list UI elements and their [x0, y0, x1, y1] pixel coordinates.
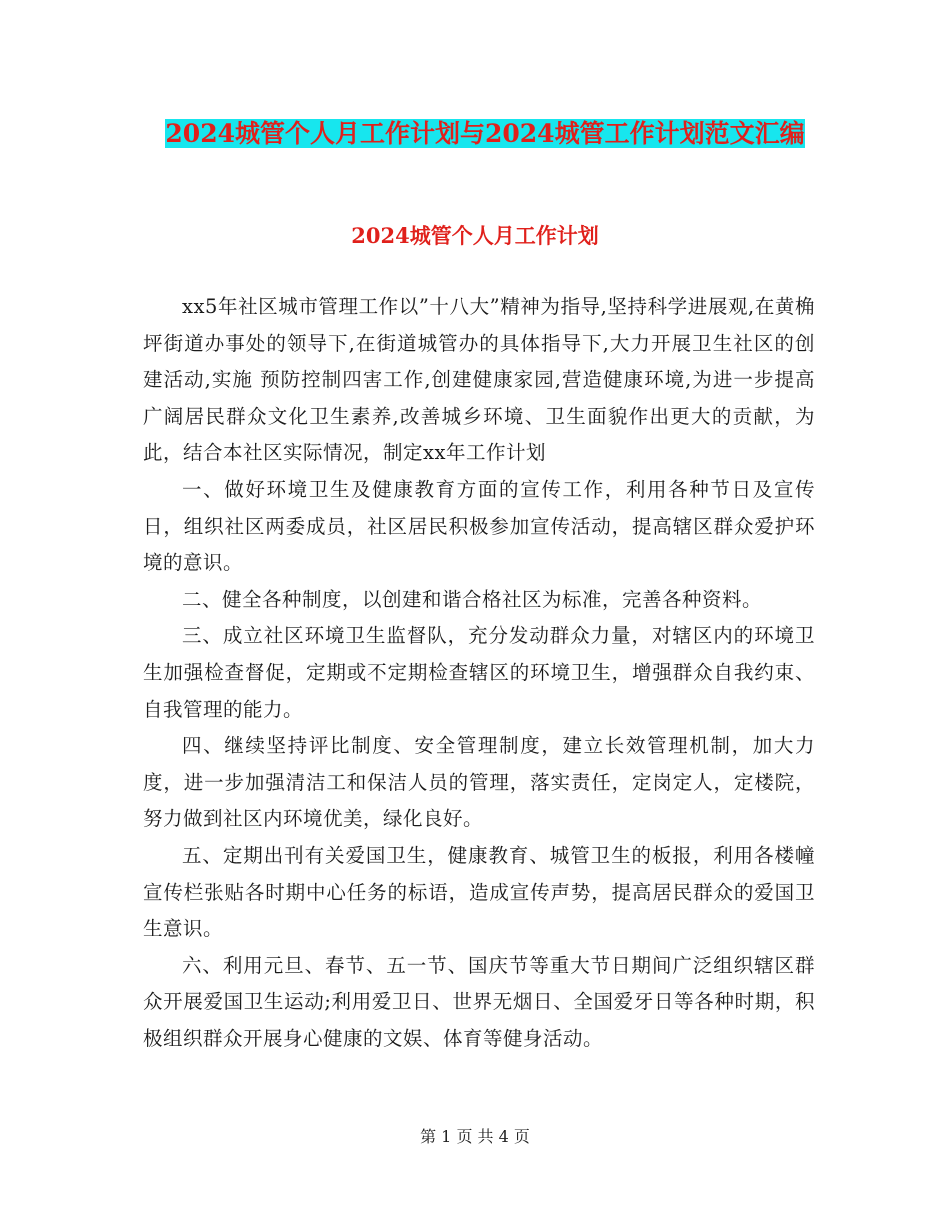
- paragraph-item-5: 五、定期出刊有关爱国卫生，健康教育、城管卫生的板报，利用各楼幢宣传栏张贴各时期中心任务的标语，造成宣传声势，提高居民群众的爱国卫生意识。: [143, 843, 815, 941]
- paragraph-item-3: 三、成立社区环境卫生监督队，充分发动群众力量，对辖区内的环境卫生加强检查督促，定期或不定期检查辖区的环境卫生，增强群众自我约束、自我管理的能力。: [143, 624, 815, 721]
- document-title: [140, 112, 830, 156]
- page-footer: 第 1 页 共 4 页: [420, 1127, 530, 1146]
- paragraph-item-4: 四、继续坚持评比制度、安全管理制度，建立长效管理机制，加大力度，进一步加强清洁工和保洁人员的管理，落实责任，定岗定人，定楼院，努力做到社区内环境优美，绿化良好。: [143, 734, 815, 831]
- paragraph-item-1: 一、做好环境卫生及健康教育方面的宣传工作，利用各种节日及宣传日，组织社区两委成员，社区居民积极参加宣传活动，提高辖区群众爱护环境的意识。: [143, 477, 815, 575]
- document-title-text: 2024城管个人月工作计划与2024城管工作计划范文汇编: [165, 119, 805, 148]
- paragraph-item-6: 六、利用元旦、春节、五一节、国庆节等重大节日期间广泛组织辖区群众开展爱国卫生运动;利用爱卫日、世界无烟日、全国爱牙日等各种时期，积极组织群众开展身心健康的文娱、体育等健身活动。: [143, 953, 815, 1050]
- paragraph-item-2: 二、健全各种制度，以创建和谐合格社区为标准，完善各种资料。: [182, 587, 763, 611]
- paragraph-intro: xx5年社区城市管理工作以”十八大”精神为指导,坚持科学进展观,在黄桷坪街道办事处的领导下,在街道城管办的具体指导下,大力开展卫生社区的创建活动,实施 预防控制四害工作,创建健康家园,营造健康环境,为进一步提高广阔居民群众文化卫生素养,改善城乡环境、卫生面貌作出更大的贡献，为此，结合本社区实际情况，制定xx年工作计划: [143, 295, 815, 465]
- section-title: 2024城管个人月工作计划: [351, 223, 599, 248]
- document-body: [143, 289, 815, 1057]
